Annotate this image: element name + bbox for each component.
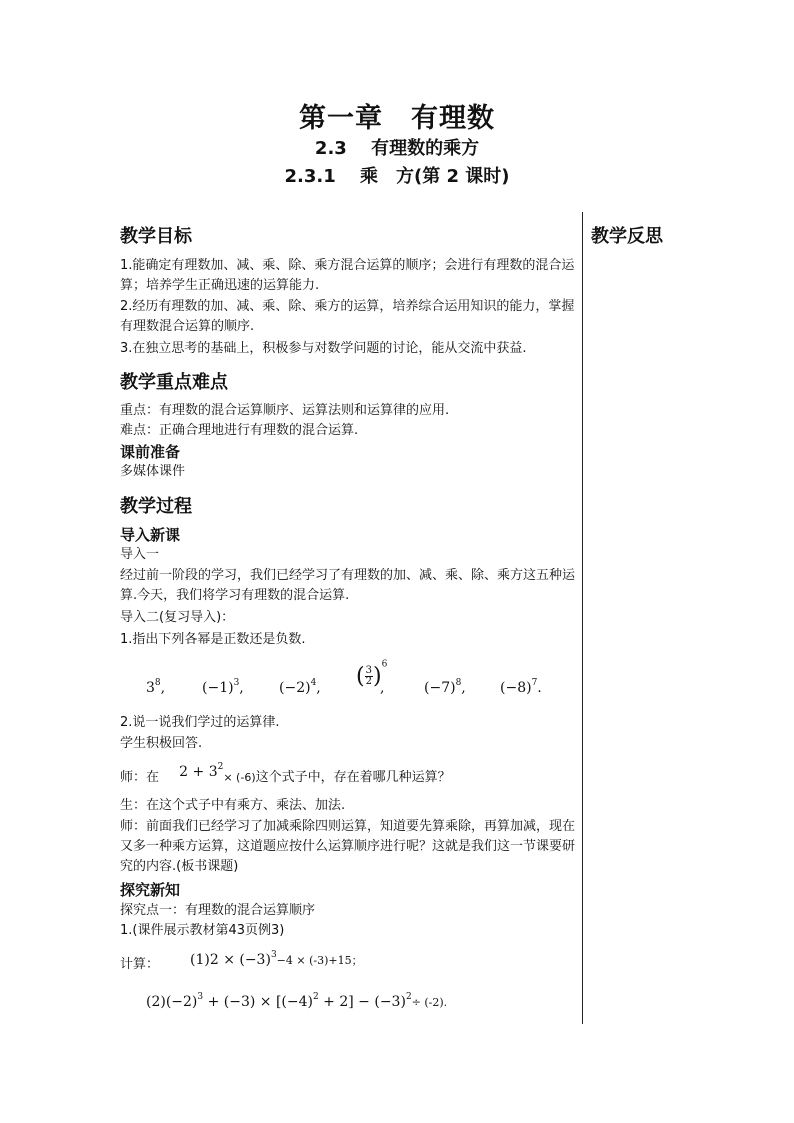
objective-item-3: 3.在独立思考的基础上，积极参与对数学问题的讨论，能从交流中获益. (120, 341, 527, 356)
teacher-question-1: 师：在 $2 + 3^2\times (-6)$这个式子中，存在着哪几种运算？ (120, 762, 451, 785)
reflection-heading: 教学反思 (591, 226, 663, 247)
question-2: 2.说一说我们学过的运算律. (120, 715, 280, 730)
calc-label: 计算： (120, 957, 160, 972)
prep-content: 多媒体课件 (120, 464, 186, 479)
example-reference: 1.(课件展示教材第43页例3) (120, 923, 285, 938)
objectives-heading: 教学目标 (120, 226, 192, 247)
student-answer: 学生积极回答. (120, 736, 203, 751)
intro1-label: 导入一 (120, 547, 160, 562)
chapter-title: 第一章 有理数 (299, 103, 495, 134)
explore-heading: 探究新知 (120, 881, 181, 899)
objective-item-2: 2.经历有理数的加、减、乘、除、乘方的运算，培养综合运用知识的能力，掌握有理数混合运算的顺序. (120, 299, 575, 334)
keypoints-heading: 教学重点难点 (120, 372, 228, 393)
question-1: 1.指出下列各幂是正数还是负数. (120, 632, 306, 647)
example-1: $(1)2 \times (-3)^3-4 \times (-3)+15$； (190, 950, 363, 968)
difficulty-point: 难点：正确合理地进行有理数的混合运算. (120, 423, 359, 438)
intro2-label: 导入二(复习导入)： (120, 610, 235, 625)
section-title: 2.3 有理数的乘方 (314, 138, 480, 159)
power-3: $(-2)^4$, (279, 678, 321, 696)
example-2: $(2)(-2)^3 + (-3) \times [(-4)^2 + 2] - (-3)^2\div (-2)$. (146, 992, 448, 1010)
teacher-statement-2: 师：前面我们已经学习了加减乘除四则运算，知道要先算乘除，再算加减，现在又多一种乘方运算，这道题应按什么运算顺序进行呢？这就是我们这一节课要研究的内容.(板书课题) (120, 819, 576, 874)
power-4: ( $\frac{3}{2}$ )$^6$ (356, 659, 388, 689)
intro-heading: 导入新课 (120, 526, 181, 544)
power-2: $(-1)^3$, (202, 678, 244, 696)
power-1: $3^8$, (146, 678, 166, 696)
power-5: $(-7)^8$, (424, 678, 466, 696)
explore-point-1: 探究点一：有理数的混合运算顺序 (120, 903, 316, 918)
objective-item-1: 1.能确定有理数加、减、乘、除、乘方混合运算的顺序；会进行有理数的混合运算；培养学生正确迅速的运算能力. (120, 258, 575, 293)
column-divider (582, 212, 583, 1024)
power-4-separator: , (380, 680, 385, 696)
power-6: $(-8)^7$. (500, 678, 542, 696)
student-response-1: 生：在这个式子中有乘方、乘法、加法. (120, 798, 346, 813)
prep-heading: 课前准备 (120, 443, 181, 461)
process-heading: 教学过程 (120, 496, 192, 517)
subsection-title: 2.3.1 乘 方(第 2 课时) (284, 166, 510, 187)
key-point: 重点：有理数的混合运算顺序、运算法则和运算律的应用. (120, 403, 450, 418)
intro1-text: 经过前一阶段的学习，我们已经学习了有理数的加、减、乘、除、乘方这五种运算.今天，我们将学习有理数的混合运算. (120, 568, 576, 603)
